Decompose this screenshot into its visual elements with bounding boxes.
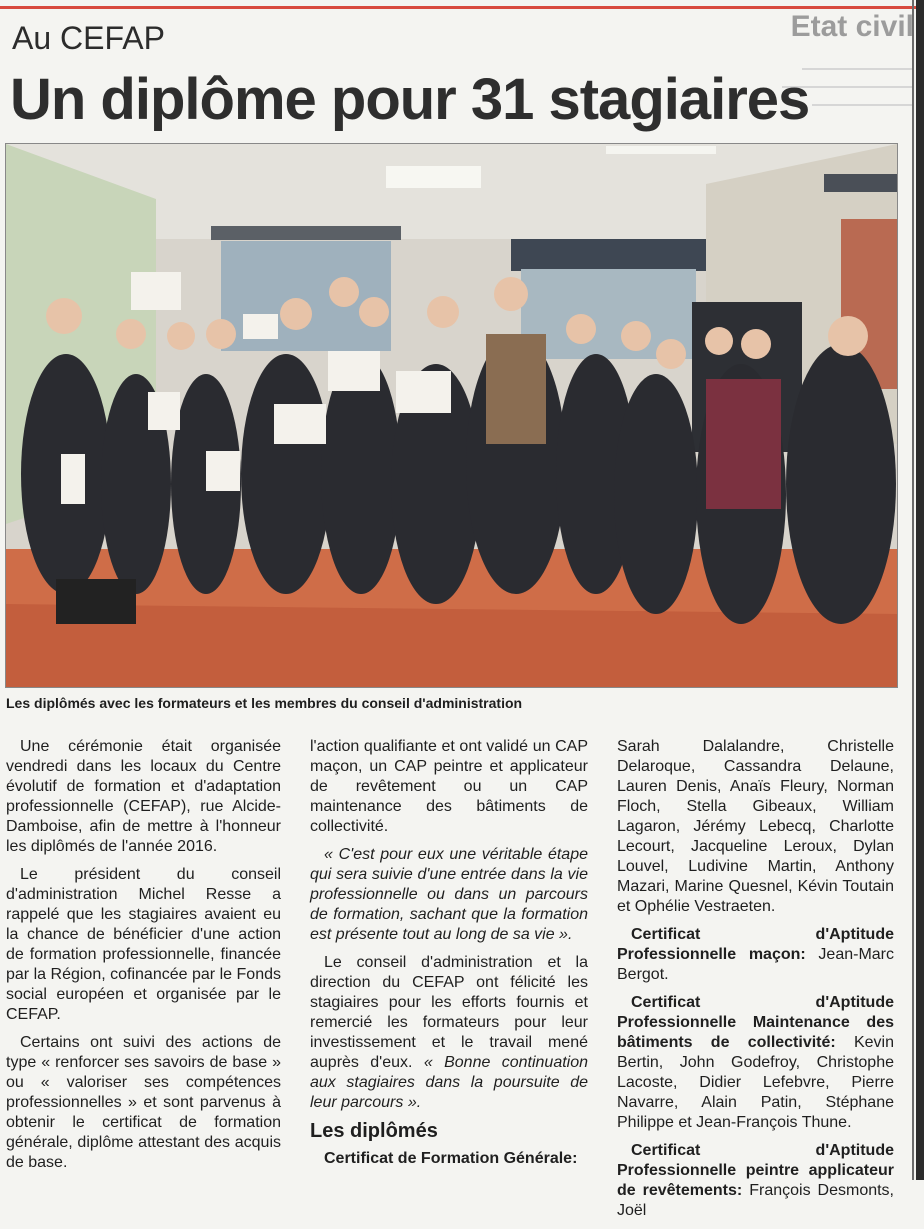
page-edge [916, 0, 924, 1180]
paragraph [617, 925, 894, 985]
certificate-names: Jean-Marc Bergot. [617, 946, 894, 983]
photo-caption: Les diplômés avec les formateurs et les membres du conseil d'administration [6, 695, 523, 711]
paragraph [310, 953, 588, 1113]
paragraph [310, 1149, 588, 1169]
certificate-label: Certificat de Formation Générale: [324, 1150, 578, 1167]
name-list: Sarah Dalalandre, Christelle Delaroque, Cassandra Delaune, Lauren Denis, Anaïs Fleury, Norman Floch, Stella Gibeaux, William Lagaron, Jérémy Lebecq, Charlotte Lecourt, Jacqueline Leroux, Dylan Louvel, Ludivine Martin, Anthony Mazari, Marine Quesnel, Kévin Toutain et Ophélie Vestraeten. [617, 738, 894, 915]
certificate-names: François Desmonts, Joël [617, 1182, 895, 1219]
article-column-2 [310, 737, 588, 1177]
group-photo [5, 143, 898, 688]
paragraph: Le président du conseil d'administration Michel Resse a rappelé que les stagiaires avaient eu la chance de bénéficier d'une action de formation professionnelle, financée par la Région, cofinancée par le Fonds social européen et organisée par le CEFAP. [6, 866, 281, 1023]
quote-text: « Bonne continuation aux stagiaires dans la poursuite de leur parcours ». [310, 1054, 589, 1111]
certificate-names: Kevin Bertin, John Godefroy, Christophe Lacoste, Didier Lefebvre, Pierre Navarre, Alain Patin, Stéphane Philippe et Jean-François Thune. [617, 1034, 894, 1131]
subheading: Les diplômés [310, 1120, 438, 1142]
section-kicker: Au CEFAP [12, 20, 165, 56]
quote-paragraph: « C'est pour eux une véritable étape qui sera suivie d'une entrée dans la vie professionnelle ou dans un parcours de formation, sachant que la formation est présente tout au long de sa vie ». [310, 846, 588, 943]
paragraph: Une cérémonie était organisée vendredi dans les locaux du Centre évolutif de formation et d'adaptation professionnelle (CEFAP), rue Alcide-Damboise, afin de mettre à l'honneur les diplômés de l'année 2016. [6, 738, 281, 855]
group-photo-illustration [6, 144, 897, 687]
page-edge-line [912, 0, 914, 1180]
article-column-3 [617, 737, 894, 1229]
top-rule [0, 6, 924, 9]
article-headline: Un diplôme pour 31 stagiaires [10, 67, 810, 132]
certificate-label: Certificat d'Aptitude Professionnelle peintre applicateur de revêtements: [617, 1142, 894, 1199]
paragraph [617, 993, 894, 1133]
paragraph-text: Le conseil d'administration et la direction du CEFAP ont félicité les stagiaires pour les efforts fournis et remercié les formateurs pour leur investissement et le travail mené auprès d'eux. [310, 954, 588, 1071]
certificate-label: Certificat d'Aptitude Professionnelle Maintenance des bâtiments de collectivité: [617, 994, 894, 1051]
article-column-1 [6, 737, 281, 1181]
paragraph: l'action qualifiante et ont validé un CAP maçon, un CAP peintre et applicateur de revêtement ou un CAP maintenance des bâtiments de collectivité. [310, 738, 588, 835]
certificate-label: Certificat d'Aptitude Professionnelle maçon: [617, 926, 894, 963]
paragraph: Certains ont suivi des actions de type « renforcer ses savoirs de base » ou « valoriser ses compétences professionnelles » et sont parvenus à obtenir le certificat de formation générale, diplôme attestant des acquis de base. [6, 1034, 281, 1171]
adjacent-column-title: Etat civil [790, 10, 914, 43]
paragraph [617, 1141, 894, 1221]
